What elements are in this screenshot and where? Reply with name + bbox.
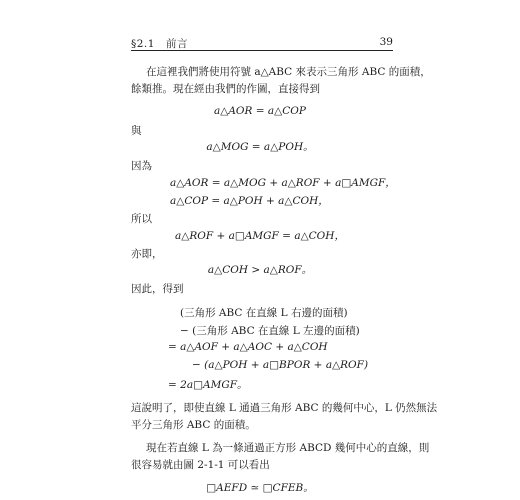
derivation-line-3: = a△AOF + a△AOC + a△COH bbox=[168, 341, 328, 353]
connector-because: 因為 bbox=[131, 160, 152, 172]
page-number: 39 bbox=[379, 36, 393, 48]
equation-3b: a△COP = a△POH + a△COH， bbox=[170, 195, 329, 207]
paragraph-3-line-2: 很容易就由圖 2-1-1 可以看出 bbox=[131, 459, 270, 471]
paragraph-3-line-1: 現在若直線 L 為一條通過正方形 ABCD 幾何中心的直線，則 bbox=[146, 442, 430, 454]
equation-1: a△AOR = a△COP bbox=[214, 105, 306, 117]
paragraph-2-line-1: 這說明了，即使直線 L 通過三角形 ABC 的幾何中心，L 仍然無法 bbox=[131, 402, 438, 414]
paragraph-1-line-1: 在這裡我們將使用符號 a△ABC 來表示三角形 ABC 的面積， bbox=[146, 66, 431, 78]
equation-6: □AEFD ≃ □CFEB。 bbox=[206, 482, 314, 494]
equation-3a: a△AOR = a△MOG + a△ROF + a□AMGF， bbox=[170, 177, 396, 189]
derivation-line-2: − (三角形 ABC 在直線 L 左邊的面積) bbox=[180, 325, 360, 337]
equation-2: a△MOG = a△POH。 bbox=[206, 141, 314, 153]
equation-5: a△COH > a△ROF。 bbox=[207, 264, 313, 276]
derivation-line-4: − (a△POH + a□BPOR + a△ROF) bbox=[192, 359, 369, 371]
derivation-line-1: (三角形 ABC 在直線 L 右邊的面積) bbox=[180, 307, 348, 319]
paragraph-1-line-2: 餘類推。現在經由我們的作圖，直接得到 bbox=[131, 83, 320, 95]
section-heading: §2.1 前言 bbox=[131, 38, 188, 50]
connector-i-e: 亦即， bbox=[131, 248, 163, 260]
connector-hence: 因此，得到 bbox=[131, 283, 184, 295]
equation-4: a△ROF + a□AMGF = a△COH， bbox=[175, 230, 345, 242]
connector-and: 與 bbox=[131, 125, 142, 137]
derivation-line-5: = 2a□AMGF。 bbox=[168, 379, 248, 391]
paragraph-2-line-2: 平分三角形 ABC 的面積。 bbox=[131, 419, 256, 431]
running-header bbox=[131, 36, 393, 51]
connector-therefore: 所以 bbox=[131, 213, 152, 225]
